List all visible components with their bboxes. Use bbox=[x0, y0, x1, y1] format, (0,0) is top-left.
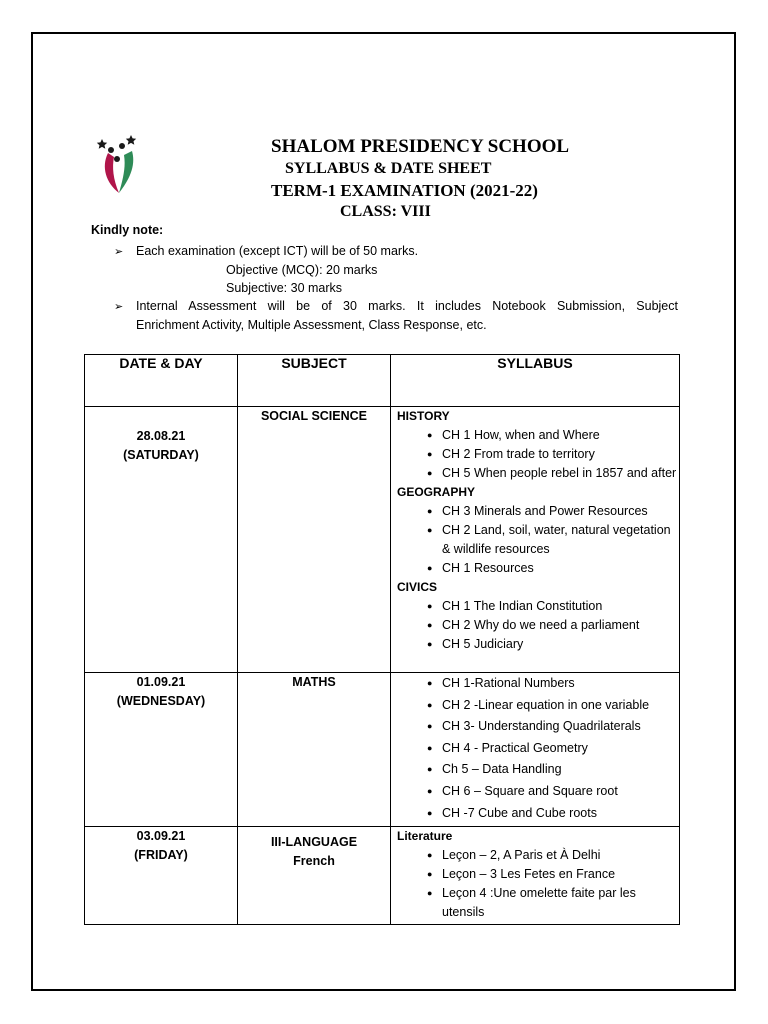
list-item: ● Leçon 4 :Une omelette faite par les utensils bbox=[397, 884, 679, 922]
syllabus-cell bbox=[391, 407, 680, 673]
header-syllabus: SYLLABUS bbox=[391, 355, 680, 407]
date-sheet-table bbox=[84, 354, 680, 925]
subject-cell bbox=[238, 673, 391, 827]
list-item: ● CH 3- Understanding Quadrilaterals bbox=[397, 716, 679, 738]
subject-cell bbox=[238, 407, 391, 673]
chapter-list bbox=[397, 846, 679, 922]
chapter-list bbox=[397, 426, 679, 483]
list-item: ● CH 2 From trade to territory bbox=[397, 445, 679, 464]
list-item: ● CH 4 - Practical Geometry bbox=[397, 738, 679, 760]
list-item: ● CH 5 Judiciary bbox=[397, 635, 679, 654]
list-item: ● CH 1-Rational Numbers bbox=[397, 673, 679, 695]
subject-name: SOCIAL SCIENCE bbox=[260, 409, 368, 423]
note-subitem: Objective (MCQ): 20 marks bbox=[226, 263, 378, 277]
subject-language: French bbox=[293, 854, 335, 868]
table-row bbox=[85, 407, 680, 673]
list-item: ● CH 6 – Square and Square root bbox=[397, 781, 679, 803]
list-item: ● CH 1 The Indian Constitution bbox=[397, 597, 679, 616]
school-logo-icon bbox=[92, 133, 142, 195]
chapter-list bbox=[397, 597, 679, 654]
syllabus-cell bbox=[391, 827, 680, 925]
date-cell bbox=[85, 827, 238, 925]
table-header-row bbox=[85, 355, 680, 407]
list-item: ● CH 3 Minerals and Power Resources bbox=[397, 502, 679, 521]
exam-date: 01.09.21 bbox=[136, 675, 186, 689]
arrow-bullet-icon: ➢ bbox=[114, 246, 124, 258]
list-item: ● Ch 5 – Data Handling bbox=[397, 759, 679, 781]
section-title: HISTORY bbox=[397, 409, 450, 423]
list-item: ● CH 5 When people rebel in 1857 and after bbox=[397, 464, 679, 483]
header-date: DATE & DAY bbox=[85, 355, 238, 407]
section-title: GEOGRAPHY bbox=[397, 485, 476, 499]
date-cell bbox=[85, 407, 238, 673]
subject-name: III-LANGUAGE bbox=[270, 835, 358, 849]
header-subject: SUBJECT bbox=[238, 355, 391, 407]
school-name: SHALOM PRESIDENCY SCHOOL bbox=[271, 136, 570, 157]
exam-title: TERM-1 EXAMINATION (2021-22) bbox=[271, 181, 538, 200]
section-title: CIVICS bbox=[397, 580, 438, 594]
subject-cell bbox=[238, 827, 391, 925]
note-item: Internal Assessment will be of 30 marks. It includes Notebook Submission, Subject bbox=[136, 299, 678, 313]
exam-day: (SATURDAY) bbox=[123, 448, 199, 462]
list-item: ● CH 2 Why do we need a parliament bbox=[397, 616, 679, 635]
list-item: ● Leçon – 3 Les Fetes en France bbox=[397, 865, 679, 884]
class-title: CLASS: VIII bbox=[340, 203, 431, 220]
table-row bbox=[85, 673, 680, 827]
list-item: ● Leçon – 2, A Paris et À Delhi bbox=[397, 846, 679, 865]
list-item: ● CH 1 How, when and Where bbox=[397, 426, 679, 445]
subject-name: MATHS bbox=[292, 675, 336, 689]
notes-title: Kindly note: bbox=[91, 223, 164, 237]
note-item: Each examination (except ICT) will be of 50 marks. bbox=[136, 244, 419, 258]
section-title: Literature bbox=[397, 829, 453, 843]
note-item-continuation: Enrichment Activity, Multiple Assessment, Class Response, etc. bbox=[136, 318, 487, 332]
chapter-list bbox=[397, 502, 679, 578]
table-row bbox=[85, 827, 680, 925]
note-subitem: Subjective: 30 marks bbox=[226, 281, 343, 295]
exam-date: 03.09.21 bbox=[136, 829, 186, 843]
exam-date: 28.08.21 bbox=[136, 429, 186, 443]
list-item: ● CH -7 Cube and Cube roots bbox=[397, 803, 679, 825]
list-item: ● CH 1 Resources bbox=[397, 559, 679, 578]
list-item: ● CH 2 Land, soil, water, natural vegetation & wildlife resources bbox=[397, 521, 679, 559]
arrow-bullet-icon: ➢ bbox=[114, 301, 124, 313]
list-item: ● CH 2 -Linear equation in one variable bbox=[397, 695, 679, 717]
document-title: SYLLABUS & DATE SHEET bbox=[285, 160, 492, 177]
exam-day: (FRIDAY) bbox=[134, 848, 188, 862]
chapter-list bbox=[397, 673, 679, 824]
date-cell bbox=[85, 673, 238, 827]
exam-day: (WEDNESDAY) bbox=[116, 694, 206, 708]
syllabus-cell bbox=[391, 673, 680, 827]
